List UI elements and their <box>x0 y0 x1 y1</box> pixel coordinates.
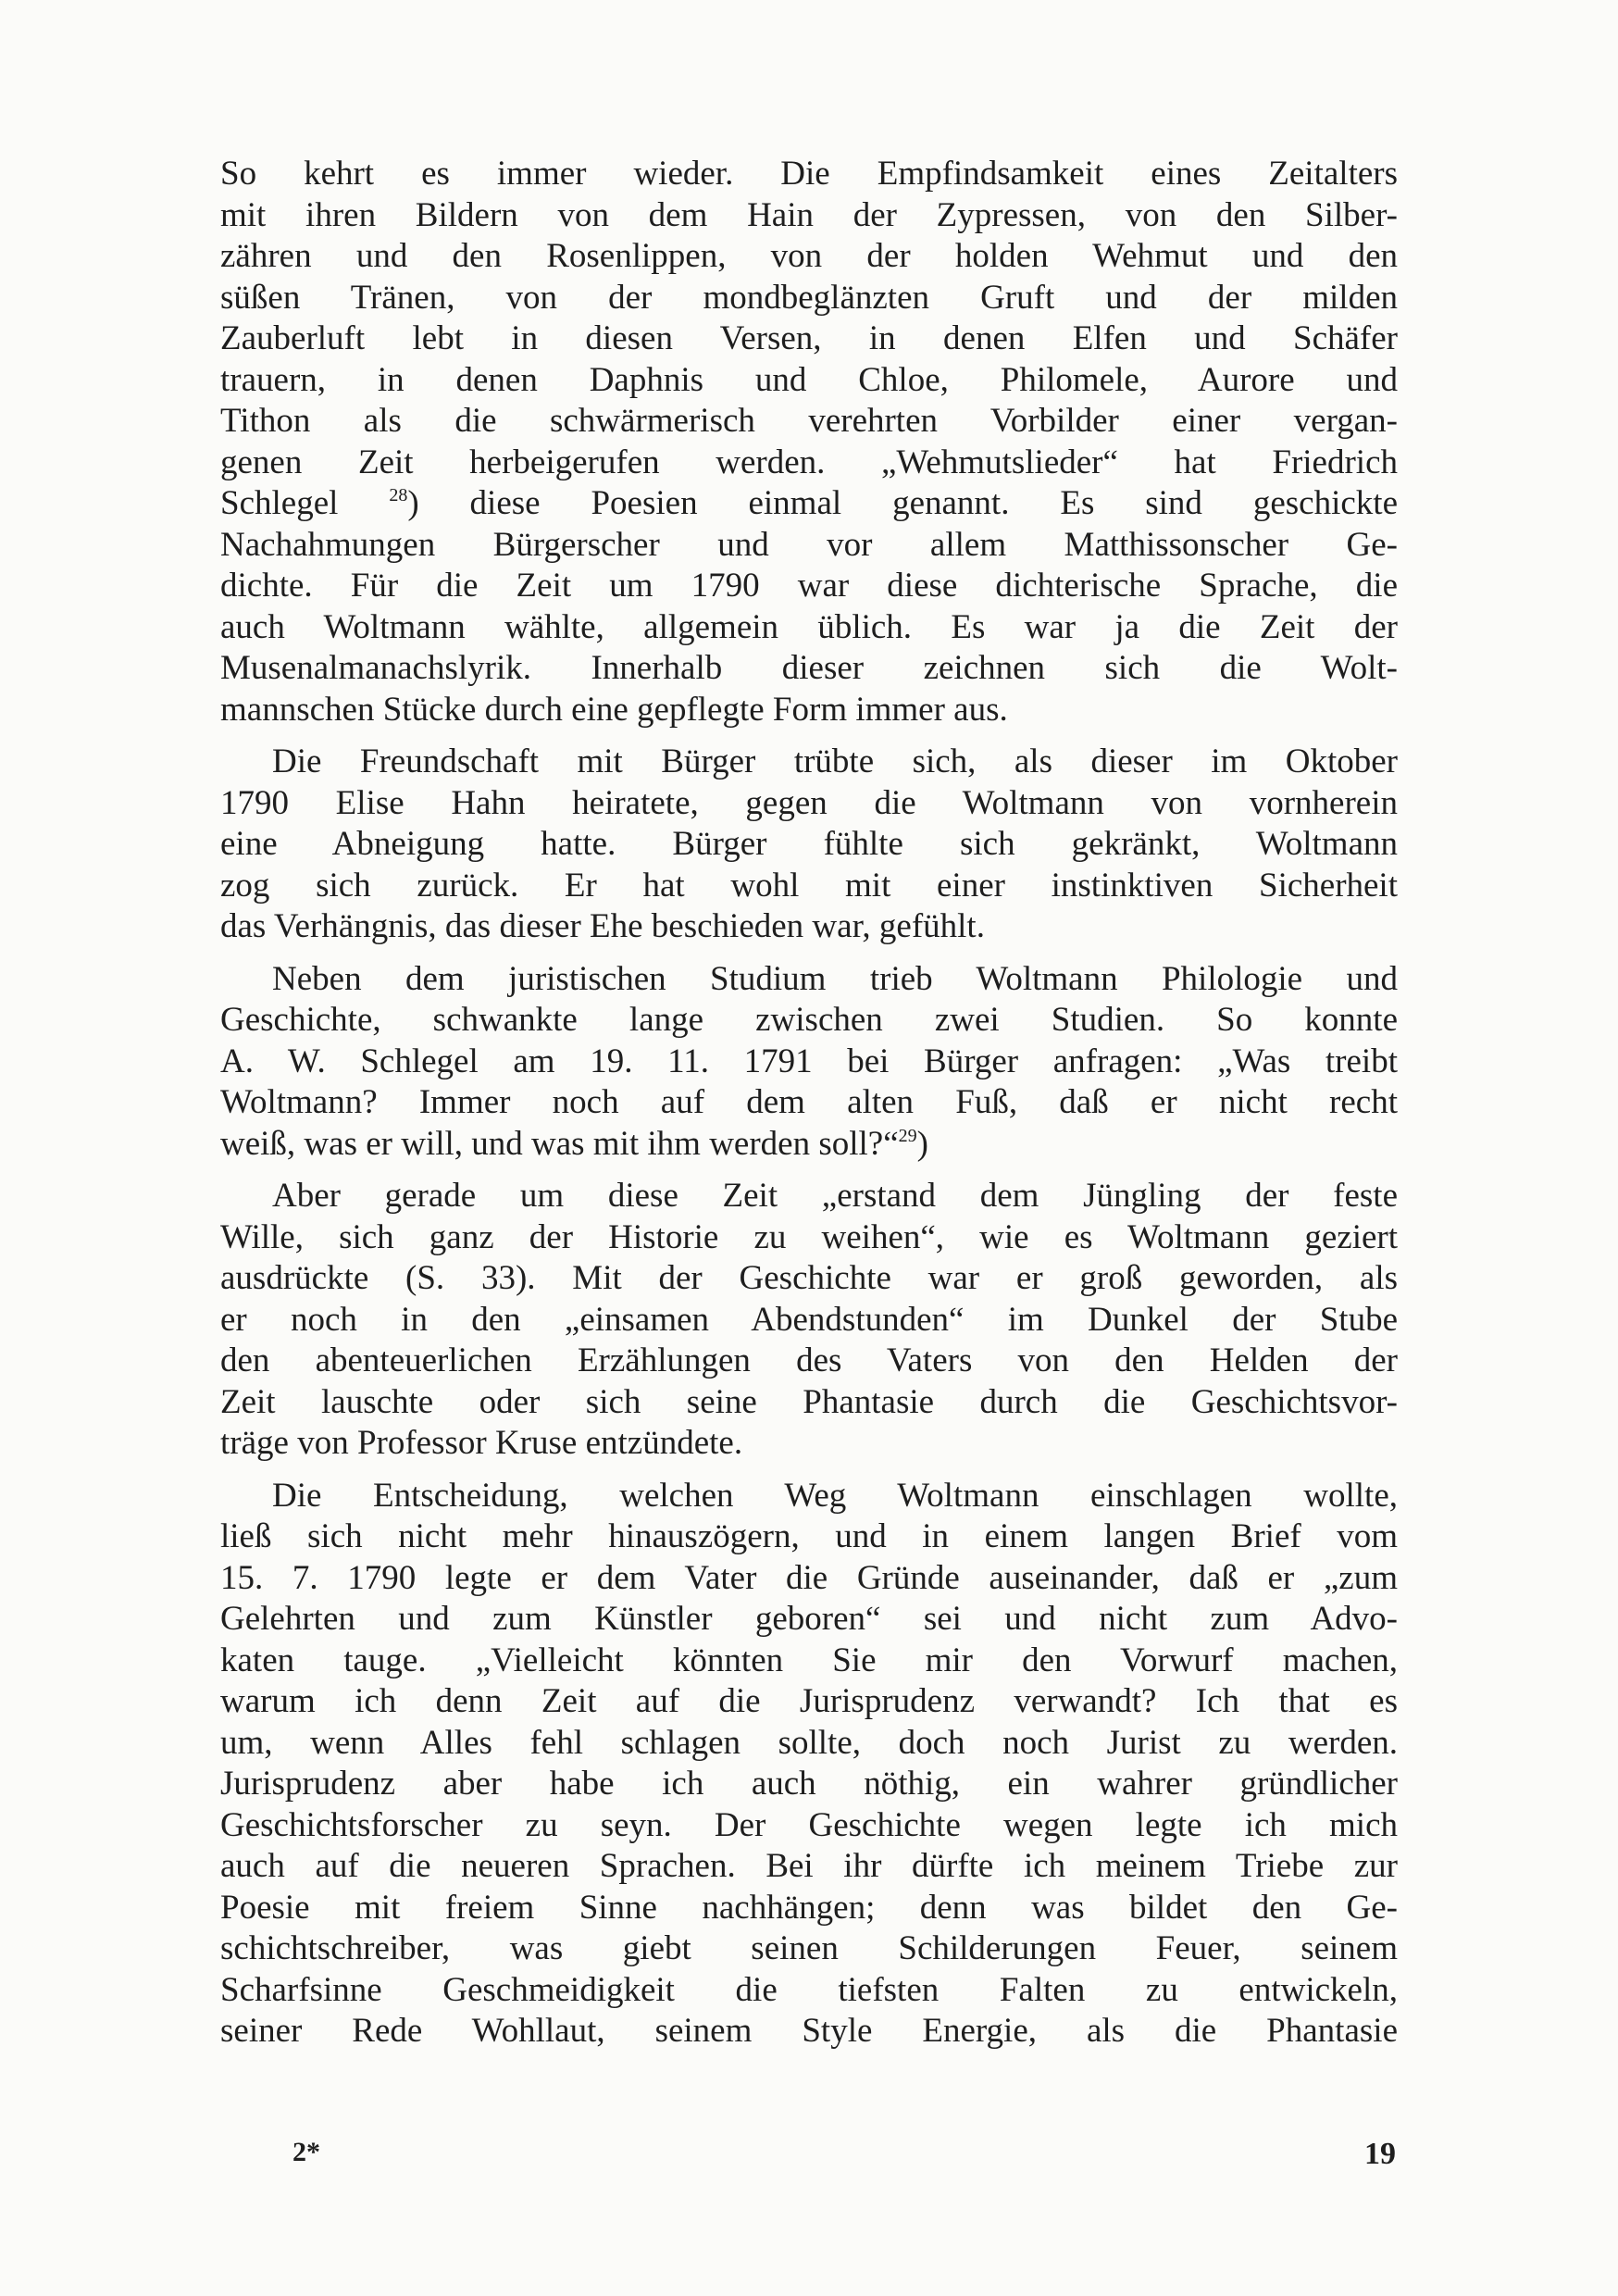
text-line: Die Freundschaft mit Bürger trübte sich, als dieser im Oktober <box>272 742 1398 780</box>
text-line: ausdrückte (S. 33). Mit der Geschichte war er groß geworden, als <box>220 1259 1398 1297</box>
text-line: Scharfsinne Geschmeidigkeit die tiefsten Falten zu entwickeln, <box>220 1970 1398 2009</box>
text-line: auch Woltmann wählte, allgemein üblich. Es war ja die Zeit der <box>220 607 1398 646</box>
paragraph <box>220 1476 1398 2053</box>
paragraph <box>220 154 1398 730</box>
text-line: trauern, in denen Daphnis und Chloe, Philomele, Aurore und <box>220 360 1398 399</box>
footnote-reference: 29 <box>898 1125 917 1146</box>
text-segment: weiß, was er will, und was mit ihm werden soll?“ <box>220 1124 899 1163</box>
text-line: genen Zeit herbeigerufen werden. „Wehmutslieder“ hat Friedrich <box>220 443 1398 481</box>
text-line: mit ihren Bildern von dem Hain der Zypressen, von den Silber- <box>220 195 1398 234</box>
text-line: das Verhängnis, das dieser Ehe beschieden war, gefühlt. <box>220 907 985 945</box>
text-line: auch auf die neueren Sprachen. Bei ihr dürfte ich meinem Triebe zur <box>220 1847 1398 1885</box>
paragraph <box>220 1176 1398 1465</box>
text-line: A. W. Schlegel am 19. 11. 1791 bei Bürger anfragen: „Was treibt <box>220 1042 1398 1080</box>
text-line: Neben dem juristischen Studium trieb Woltmann Philologie und <box>272 959 1398 998</box>
text-line: Zauberluft lebt in diesen Versen, in denen Elfen und Schäfer <box>220 319 1398 357</box>
text-line: Gelehrten und zum Künstler geboren“ sei und nicht zum Advo- <box>220 1600 1398 1638</box>
body-text <box>220 154 1398 2064</box>
text-line: eine Abneigung hatte. Bürger fühlte sich gekränkt, Woltmann <box>220 825 1398 863</box>
text-line: mannschen Stücke durch eine gepflegte Form immer aus. <box>220 690 1008 729</box>
text-line: Geschichtsforscher zu seyn. Der Geschichte wegen legte ich mich <box>220 1805 1398 1844</box>
text-line: Die Entscheidung, welchen Weg Woltmann einschlagen wollte, <box>272 1476 1398 1515</box>
printer-signature-mark: 2* <box>292 2137 320 2167</box>
text-line: zähren und den Rosenlippen, von der holden Wehmut und den <box>220 237 1398 275</box>
text-line: seiner Rede Wohllaut, seinem Style Energie, als die Phantasie <box>220 2012 1398 2050</box>
text-line: Zeit lauschte oder sich seine Phantasie durch die Geschichtsvor- <box>220 1382 1398 1421</box>
text-line <box>220 1124 1398 1166</box>
text-line: er noch in den „einsamen Abendstunden“ im Dunkel der Stube <box>220 1300 1398 1339</box>
text-line: So kehrt es immer wieder. Die Empfindsamkeit eines Zeitalters <box>220 155 1398 193</box>
text-segment: ) <box>916 1124 928 1163</box>
text-line: um, wenn Alles fehl schlagen sollte, doch noch Jurist zu werden. <box>220 1723 1398 1762</box>
text-line: dichte. Für die Zeit um 1790 war diese dichterische Sprache, die <box>220 567 1398 605</box>
text-line: zog sich zurück. Er hat wohl mit einer instinktiven Sicherheit <box>220 866 1398 905</box>
footnote-reference: 28 <box>389 485 408 505</box>
text-line: katen tauge. „Vielleicht könnten Sie mir den Vorwurf machen, <box>220 1641 1398 1679</box>
text-line: 15. 7. 1790 legte er dem Vater die Gründe auseinander, daß er „zum <box>220 1558 1398 1597</box>
text-line: warum ich denn Zeit auf die Jurisprudenz verwandt? Ich that es <box>220 1682 1398 1720</box>
text-line: Nachahmungen Bürgerscher und vor allem Matthissonscher Ge- <box>220 525 1398 564</box>
text-line: Musenalmanachslyrik. Innerhalb dieser zeichnen sich die Wolt- <box>220 649 1398 687</box>
text-line <box>220 483 1398 525</box>
text-line: Woltmann? Immer noch auf dem alten Fuß, daß er nicht recht <box>220 1083 1398 1121</box>
paragraph <box>220 959 1398 1166</box>
text-line: den abenteuerlichen Erzählungen des Vaters von den Helden der <box>220 1341 1398 1379</box>
text-line: schichtschreiber, was giebt seinen Schilderungen Feuer, seinem <box>220 1929 1398 1967</box>
text-line: Geschichte, schwankte lange zwischen zwei Studien. So konnte <box>220 1001 1398 1039</box>
text-line: Jurisprudenz aber habe ich auch nöthig, ein wahrer gründlicher <box>220 1765 1398 1803</box>
text-line: träge von Professor Kruse entzündete. <box>220 1424 743 1462</box>
paragraph <box>220 742 1398 948</box>
text-segment: ) diese Poesien einmal genannt. Es sind geschickte <box>407 484 1398 522</box>
text-line: Tithon als die schwärmerisch verehrten Vorbilder einer vergan- <box>220 402 1398 440</box>
text-line: Wille, sich ganz der Historie zu weihen“, wie es Woltmann geziert <box>220 1217 1398 1256</box>
text-line: süßen Tränen, von der mondbeglänzten Gruft und der milden <box>220 278 1398 317</box>
text-line: 1790 Elise Hahn heiratete, gegen die Woltmann von vornherein <box>220 783 1398 822</box>
text-line: Aber gerade um diese Zeit „erstand dem Jüngling der feste <box>272 1177 1398 1215</box>
page-number: 19 <box>1364 2137 1396 2171</box>
text-line: ließ sich nicht mehr hinauszögern, und in einem langen Brief vom <box>220 1517 1398 1555</box>
text-line: Poesie mit freiem Sinne nachhängen; denn was bildet den Ge- <box>220 1888 1398 1927</box>
text-segment: Schlegel <box>220 484 390 522</box>
